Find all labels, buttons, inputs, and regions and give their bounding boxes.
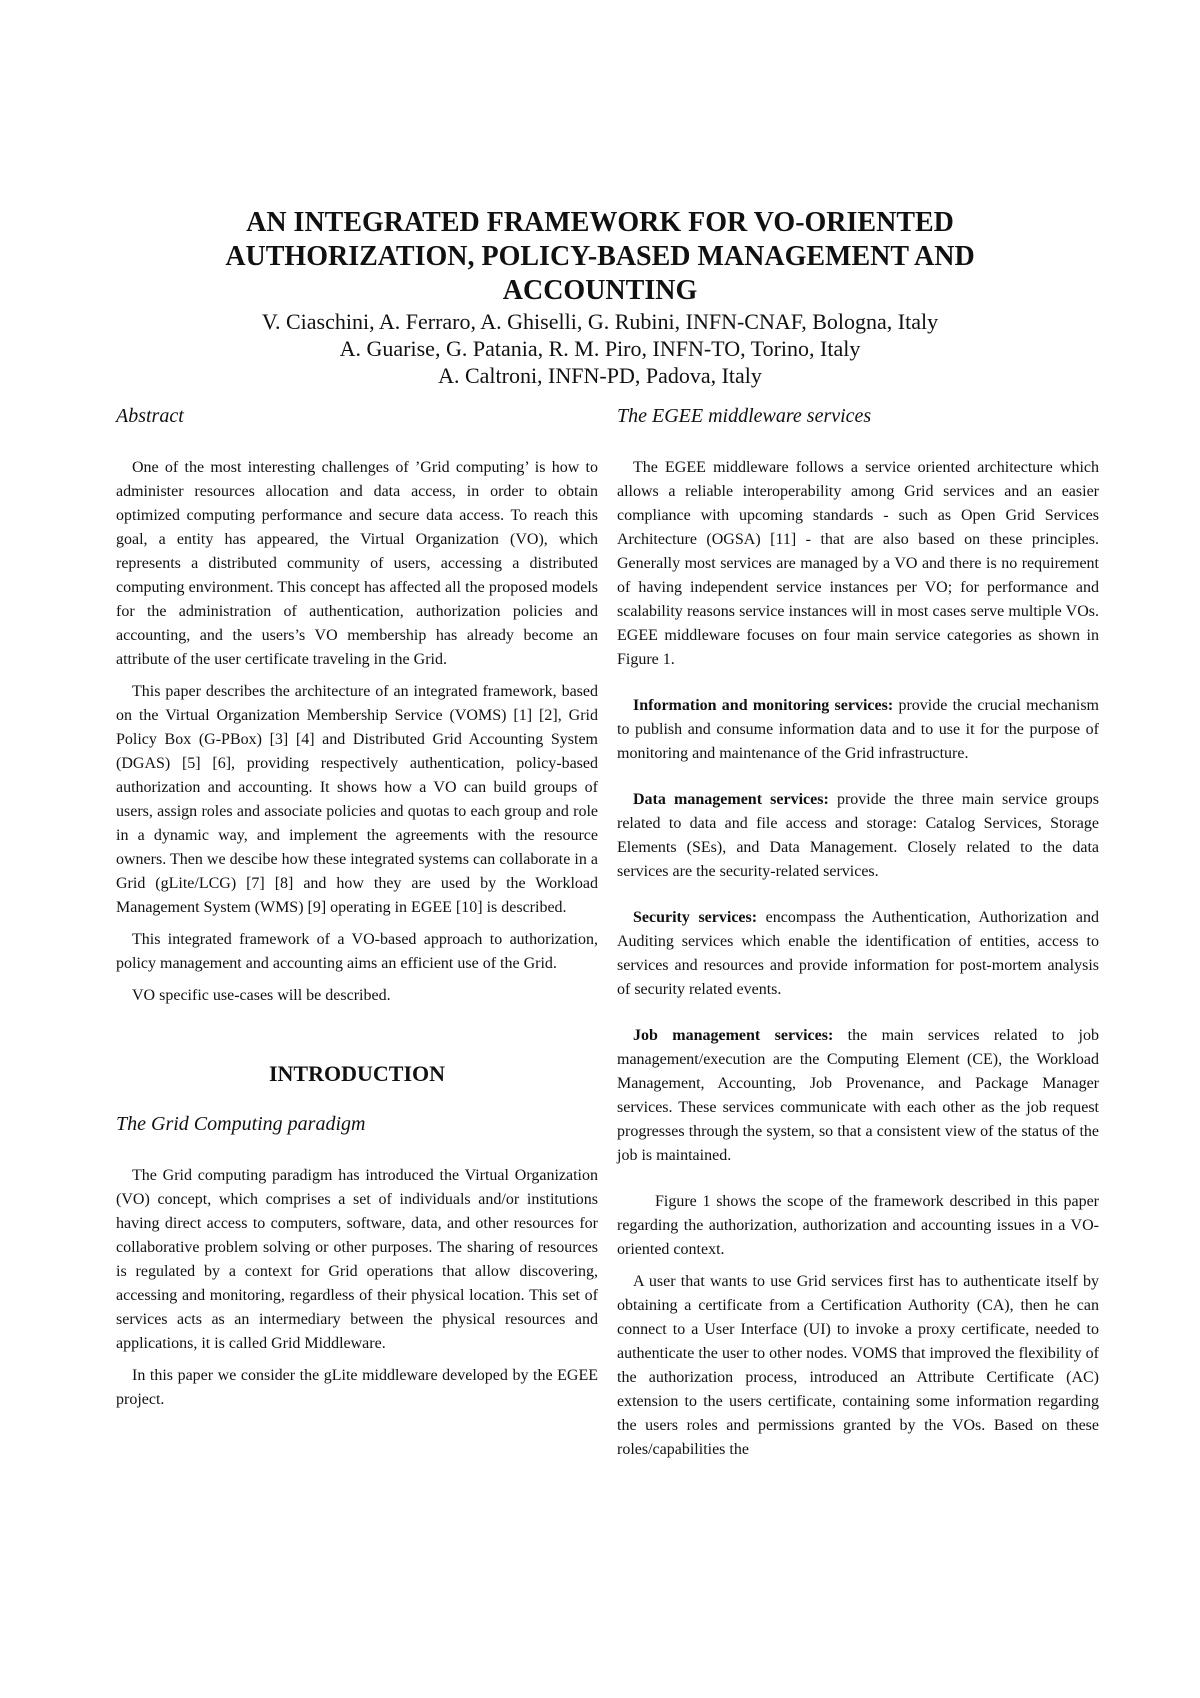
abstract-paragraph-2: This paper describes the architecture of an integrated framework, based on the Virtual Organization Membership Service (VOMS) [1] [2], Grid Policy Box (G-PBox) [3] [4] and Distributed Grid Accounting System (DGAS) [5] [6], providing respectively authentication, policy-based authorization and accounting. It shows how a VO can build groups of users, assign roles and associate policies and quotas to each group and role in a dynamic way, and implement the agreements with the resource owners. Then we descibe how these integrated systems can collaborate in a Grid (gLite/LCG) [7] [8] and how they are used by the Workload Management System (WMS) [9] operating in EGEE [10] is described. (116, 683, 598, 916)
data-services-lead: Data management services: (633, 791, 829, 808)
data-services-paragraph (617, 788, 1099, 884)
left-column (116, 404, 598, 1420)
grid-paragraph-2: In this paper we consider the gLite middleware developed by the EGEE project. (116, 1367, 598, 1408)
right-column (617, 404, 1099, 1470)
data-services-text: provide the three main service groups related to data and file access and storage: Catalog Services, Storage Elements (SEs), and Data Management. Closely related to the data services are the security-related services. (617, 791, 1099, 880)
title-block (116, 206, 1084, 389)
egee-services-heading: The EGEE middleware services (617, 405, 872, 427)
info-services-text: provide the crucial mechanism to publish and consume information data and to use it for the purpose of monitoring and maintenance of the Grid infrastructure. (617, 697, 1099, 762)
job-services-paragraph (617, 1024, 1099, 1168)
abstract-paragraph-1: One of the most interesting challenges of ’Grid computing’ is how to administer resources allocation and data access, in order to obtain optimized computing performance and secure data access. To reach this goal, a entity has appeared, the Virtual Organization (VO), which represents a distributed community of users, accessing a distributed computing environment. This concept has affected all the proposed models for the administration of authentication, authorization policies and accounting, and the users’s VO membership has already become an attribute of the user certificate traveling in the Grid. (116, 459, 598, 668)
paper-title: AN INTEGRATED FRAMEWORK FOR VO-ORIENTED AUTHORIZATION, POLICY-BASED MANAGEMENT AND ACCOUNTING (225, 207, 975, 306)
abstract-paragraph-3: This integrated framework of a VO-based approach to authorization, policy management and accounting aims an efficient use of the Grid. (116, 931, 598, 972)
user-auth-paragraph: A user that wants to use Grid services first has to authenticate itself by obtaining a certificate from a Certification Authority (CA), then he can connect to a User Interface (UI) to invoke a proxy certificate, needed to authenticate the user to other nodes. VOMS that improved the flexibility of the authorization process, introduced an Attribute Certificate (AC) extension to the users certificate, containing some information regarding the users roles and permissions granted by the VOs. Based on these roles/capabilities the (617, 1273, 1099, 1458)
author-list: V. Ciaschini, A. Ferraro, A. Ghiselli, G. Rubini, INFN-CNAF, Bologna, Italy A. Guarise, G. Patania, R. M. Piro, INFN-TO, Torino, Italy A. Caltroni, INFN-PD, Padova, Italy (261, 309, 939, 388)
introduction-heading: INTRODUCTION (268, 1061, 446, 1086)
grid-paragraph-1: The Grid computing paradigm has introduced the Virtual Organization (VO) concept, which comprises a set of individuals and/or institutions having direct access to computers, software, data, and other resources for collaborative problem solving or other purposes. The sharing of resources is regulated by a context for Grid operations that allow discovering, accessing and monitoring, regardless of their physical location. This set of services acts as an intermediary between the physical resources and applications, it is called Grid Middleware. (116, 1167, 598, 1352)
security-services-lead: Security services: (633, 909, 758, 926)
abstract-heading: Abstract (116, 405, 184, 427)
info-services-paragraph (617, 694, 1099, 766)
abstract-paragraph-4: VO specific use-cases will be described. (132, 987, 391, 1004)
job-services-lead: Job management services: (633, 1027, 834, 1044)
figure-reference-paragraph: Figure 1 shows the scope of the framework described in this paper regarding the authorization, authorization and accounting issues in a VO-oriented context. (617, 1193, 1099, 1258)
info-services-lead: Information and monitoring services: (633, 697, 894, 714)
security-services-paragraph (617, 906, 1099, 1002)
egee-paragraph: The EGEE middleware follows a service oriented architecture which allows a reliable interoperability among Grid services and an easier compliance with upcoming standards - such as Open Grid Services Architecture (OGSA) [11] - that are also based on these principles. Generally most services are managed by a VO and there is no requirement of having independent service instances per VO; for performance and scalability reasons service instances will in most cases serve multiple VOs. EGEE middleware focuses on four main service categories as shown in Figure 1. (617, 459, 1099, 668)
security-services-text: encompass the Authentication, Authorization and Auditing services which enable the identification of entities, access to services and resources and provide information for post-mortem analysis of security related events. (617, 909, 1099, 998)
job-services-text: the main services related to job management/execution are the Computing Element (CE), the Workload Management, Accounting, Job Provenance, and Package Manager services. These services communicate with each other as the job request progresses through the system, so that a consistent view of the status of the job is maintained. (617, 1027, 1099, 1164)
grid-paradigm-heading: The Grid Computing paradigm (116, 1113, 366, 1135)
